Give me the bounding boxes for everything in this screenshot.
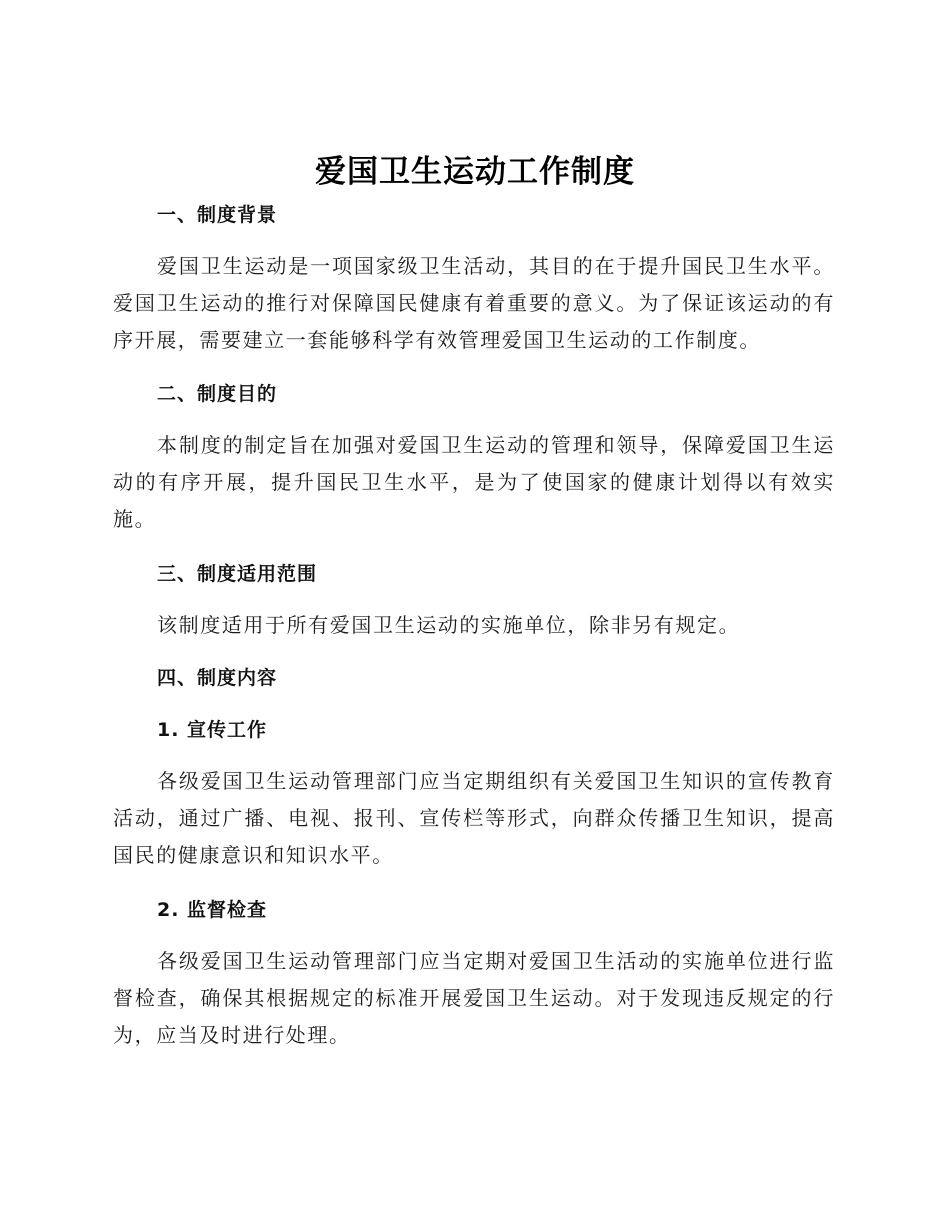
subsection-paragraph-supervision: 各级爱国卫生运动管理部门应当定期对爱国卫生活动的实施单位进行监督检查，确保其根据规定的标准开展爱国卫生运动。对于发现违反规定的行为，应当及时进行处理。 [113,949,835,1047]
section-paragraph-purpose: 本制度的制定旨在加强对爱国卫生运动的管理和领导，保障爱国卫生运动的有序开展，提升国民卫生水平，是为了使国家的健康计划得以有效实施。 [113,433,835,531]
section-paragraph-scope: 该制度适用于所有爱国卫生运动的实施单位，除非另有规定。 [157,613,741,637]
subsection-heading-supervision: 2. 监督检查 [157,899,268,921]
section-heading-purpose: 二、制度目的 [157,383,278,405]
section-paragraph-background: 爱国卫生运动是一项国家级卫生活动，其目的在于提升国民卫生水平。爱国卫生运动的推行对保障国民健康有着重要的意义。为了保证该运动的有序开展，需要建立一套能够科学有效管理爱国卫生运动的工作制度。 [113,254,835,352]
section-heading-content: 四、制度内容 [157,667,278,689]
section-heading-background: 一、制度背景 [157,204,278,226]
subsection-paragraph-publicity: 各级爱国卫生运动管理部门应当定期组织有关爱国卫生知识的宣传教育活动，通过广播、电视、报刊、宣传栏等形式，向群众传播卫生知识，提高国民的健康意识和知识水平。 [113,769,835,867]
section-heading-scope: 三、制度适用范围 [157,563,318,585]
subsection-heading-publicity: 1. 宣传工作 [157,719,268,741]
document-title: 爱国卫生运动工作制度 [315,154,635,190]
